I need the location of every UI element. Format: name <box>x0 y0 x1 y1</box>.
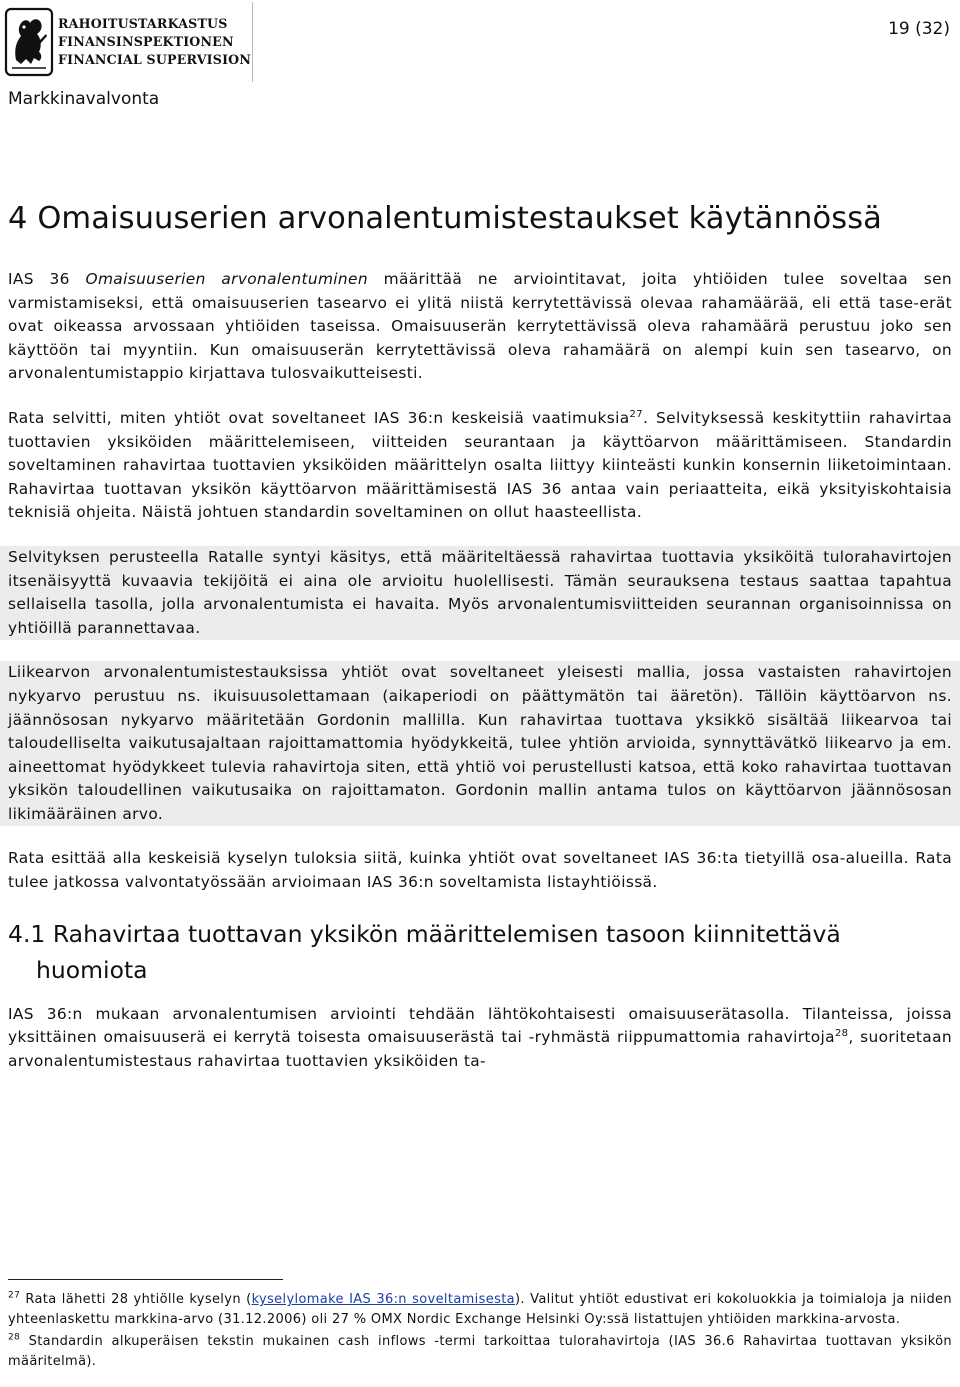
paragraph-text: IAS 36 <box>8 270 86 288</box>
logo-line-3: FINANCIAL SUPERVISION <box>58 52 252 67</box>
paragraph <box>8 407 952 525</box>
footnote-text: ). Valitut yhtiöt edustivat eri kokoluokkia ja toimialoja ja niiden yhteenlaskettu markkina-arvo (31.12.2006) oli 27 % OMX Nordic Exchange Helsinki Oy:ssä listattujen yhtiöiden markkina-arvosta. <box>8 1292 952 1327</box>
footnote-number: 28 <box>8 1332 21 1343</box>
document-body <box>8 196 952 1094</box>
footnote-divider <box>8 1279 283 1280</box>
page-number: 19 (32) <box>888 19 950 39</box>
footnote-ref[interactable]: 27 <box>629 408 643 420</box>
logo-line-2: FINANSINSPEKTIONEN <box>58 34 234 49</box>
section-heading <box>8 196 952 242</box>
paragraph-text: IAS 36:n mukaan arvonalentumisen arviointi tehdään lähtökohtaisesti omaisuuserätasolla. Tilanteissa, joissa yksittäinen omaisuuserä ei kerrytä toisesta omaisuuserästä tai -ryhmästä riippumattomia rahavirtoja <box>8 1004 952 1047</box>
lion-crest-icon <box>4 6 54 78</box>
paragraph-text: , suoritetaan arvonalentumistestaus rahavirtaa tuottavien yksiköiden ta- <box>8 1028 952 1070</box>
paragraph-text: . Selvityksessä keskityttiin rahavirtaa tuottavien yksiköiden määrittelemiseen, viitteiden seurantaan ja käyttöarvon määrittämiseen. Standardin soveltaminen rahavirtaa tuottavien yksiköiden määrittelyn osalta liittyy kiinteästi kunkin konsernin liiketoimintaan. Rahavirtaa tuottavan yksikön käyttöarvon määrittämisestä IAS 36 antaa vain periaatteita, eikä yksityiskohtaisia teknisiä ohjeita. Näistä johtuen standardin soveltaminen on ollut haasteellista. <box>8 408 952 522</box>
logo <box>4 2 256 82</box>
footnote-ref[interactable]: 28 <box>834 1028 849 1040</box>
department-label: Markkinavalvonta <box>8 89 160 109</box>
footnote-text: Standardin alkuperäisen tekstin mukainen cash inflows -termi tarkoittaa tulorahavirtoja (IAS 36.6 Rahavirtaa tuottavan yksikön määritelmä). <box>8 1334 953 1369</box>
highlighted-paragraph: Selvityksen perusteella Ratalle syntyi käsitys, että määriteltäessä rahavirtaa tuottavia yksiköitä tulorahavirtojen itsenäisyyttä kuvaavia tekijöitä ei aina ole arvioitu huolellisesti. Tämän seurauksena testaus saattaa tapahtua sellaisella tasolla, jolla arvonalentumista ei havaita. Myös arvonalentumisviitteiden seurannan organisoinnissa on yhtiöillä parannettavaa. <box>0 546 960 640</box>
footnotes <box>8 1290 952 1374</box>
paragraph: Rata esittää alla keskeisiä kyselyn tuloksia siitä, kuinka yhtiöt ovat soveltaneet IAS 36:ta tietyillä osa-alueilla. Rata tulee jatkossa valvontatyössään arvioimaan IAS 36:n soveltamista listayhtiöissä. <box>8 849 952 892</box>
footnote <box>8 1290 952 1329</box>
highlighted-paragraph: Liikearvon arvonalentumistestauksissa yhtiöt ovat soveltaneet yleisesti mallia, jossa vastaisten rahavirtojen nykyarvo perustuu ns. ikuisuusolettamaan (aikaperiodi on päättymätön tai ääretön). Tällöin käyttöarvon ns. jäännösosan nykyarvo määritetään Gordonin mallilla. Kun rahavirtaa tuottava yksikkö sisältää liikearvoa tai taloudelliselta vaikutusajaltaan rajoittamattomia hyödykkeitä, tulee yhtiön arvioida, synnyttävätkö liikearvo ja em. aineettomat hyödykkeet tulevia rahavirtoja siten, että yhtiö voi perustellusti katsoa, että koko rahavirtaa tuottavan yksikön taloudellinen vaikutusaika on rajoittamaton. Gordonin mallin antama tulos on käyttöarvon jäännösosan likimääräinen arvo. <box>0 661 960 826</box>
paragraph-text: määrittää ne arviointitavat, joita yhtiöiden tulee soveltaa sen varmistamiseksi, että omaisuuserien tasearvo ei ylitä niistä kerrytettävissä olevaa rahamäärää, eli että tase-erät ovat oikeassa arvossaan yhtiöiden taseissa. Omaisuuserän kerrytettävissä oleva rahamäärä perustuu joko sen käyttöön tai myyntiin. Kun omaisuuserän kerrytettävissä oleva rahamäärä on alempi kuin sen tasearvo, on arvonalentumistappio kirjattava tulosvaikutteisesti. <box>8 270 952 383</box>
subsection-heading <box>8 916 952 988</box>
section-title: Omaisuuserien arvonalentumistestaukset käytännössä <box>37 201 882 236</box>
footnote-number: 27 <box>8 1290 21 1301</box>
survey-form-link[interactable]: kyselylomake IAS 36:n soveltamisesta <box>251 1292 515 1307</box>
logo-line-1: RAHOITUSTARKASTUS <box>58 16 228 31</box>
logo-divider <box>252 2 253 82</box>
footnote <box>8 1332 952 1371</box>
paragraph <box>8 1003 952 1074</box>
subsection-number: 4.1 <box>8 919 46 948</box>
paragraph <box>8 268 952 386</box>
subsection-title: Rahavirtaa tuottavan yksikön määrittelemisen tasoon kiinnitettävä huomiota <box>36 919 841 984</box>
section-number: 4 <box>8 201 28 236</box>
paragraph-text: Rata selvitti, miten yhtiöt ovat soveltaneet IAS 36:n keskeisiä vaatimuksia <box>8 408 630 427</box>
footnote-text: Rata lähetti 28 yhtiölle kyselyn ( <box>25 1292 252 1307</box>
standard-name: Omaisuuserien arvonalentuminen <box>85 270 368 288</box>
